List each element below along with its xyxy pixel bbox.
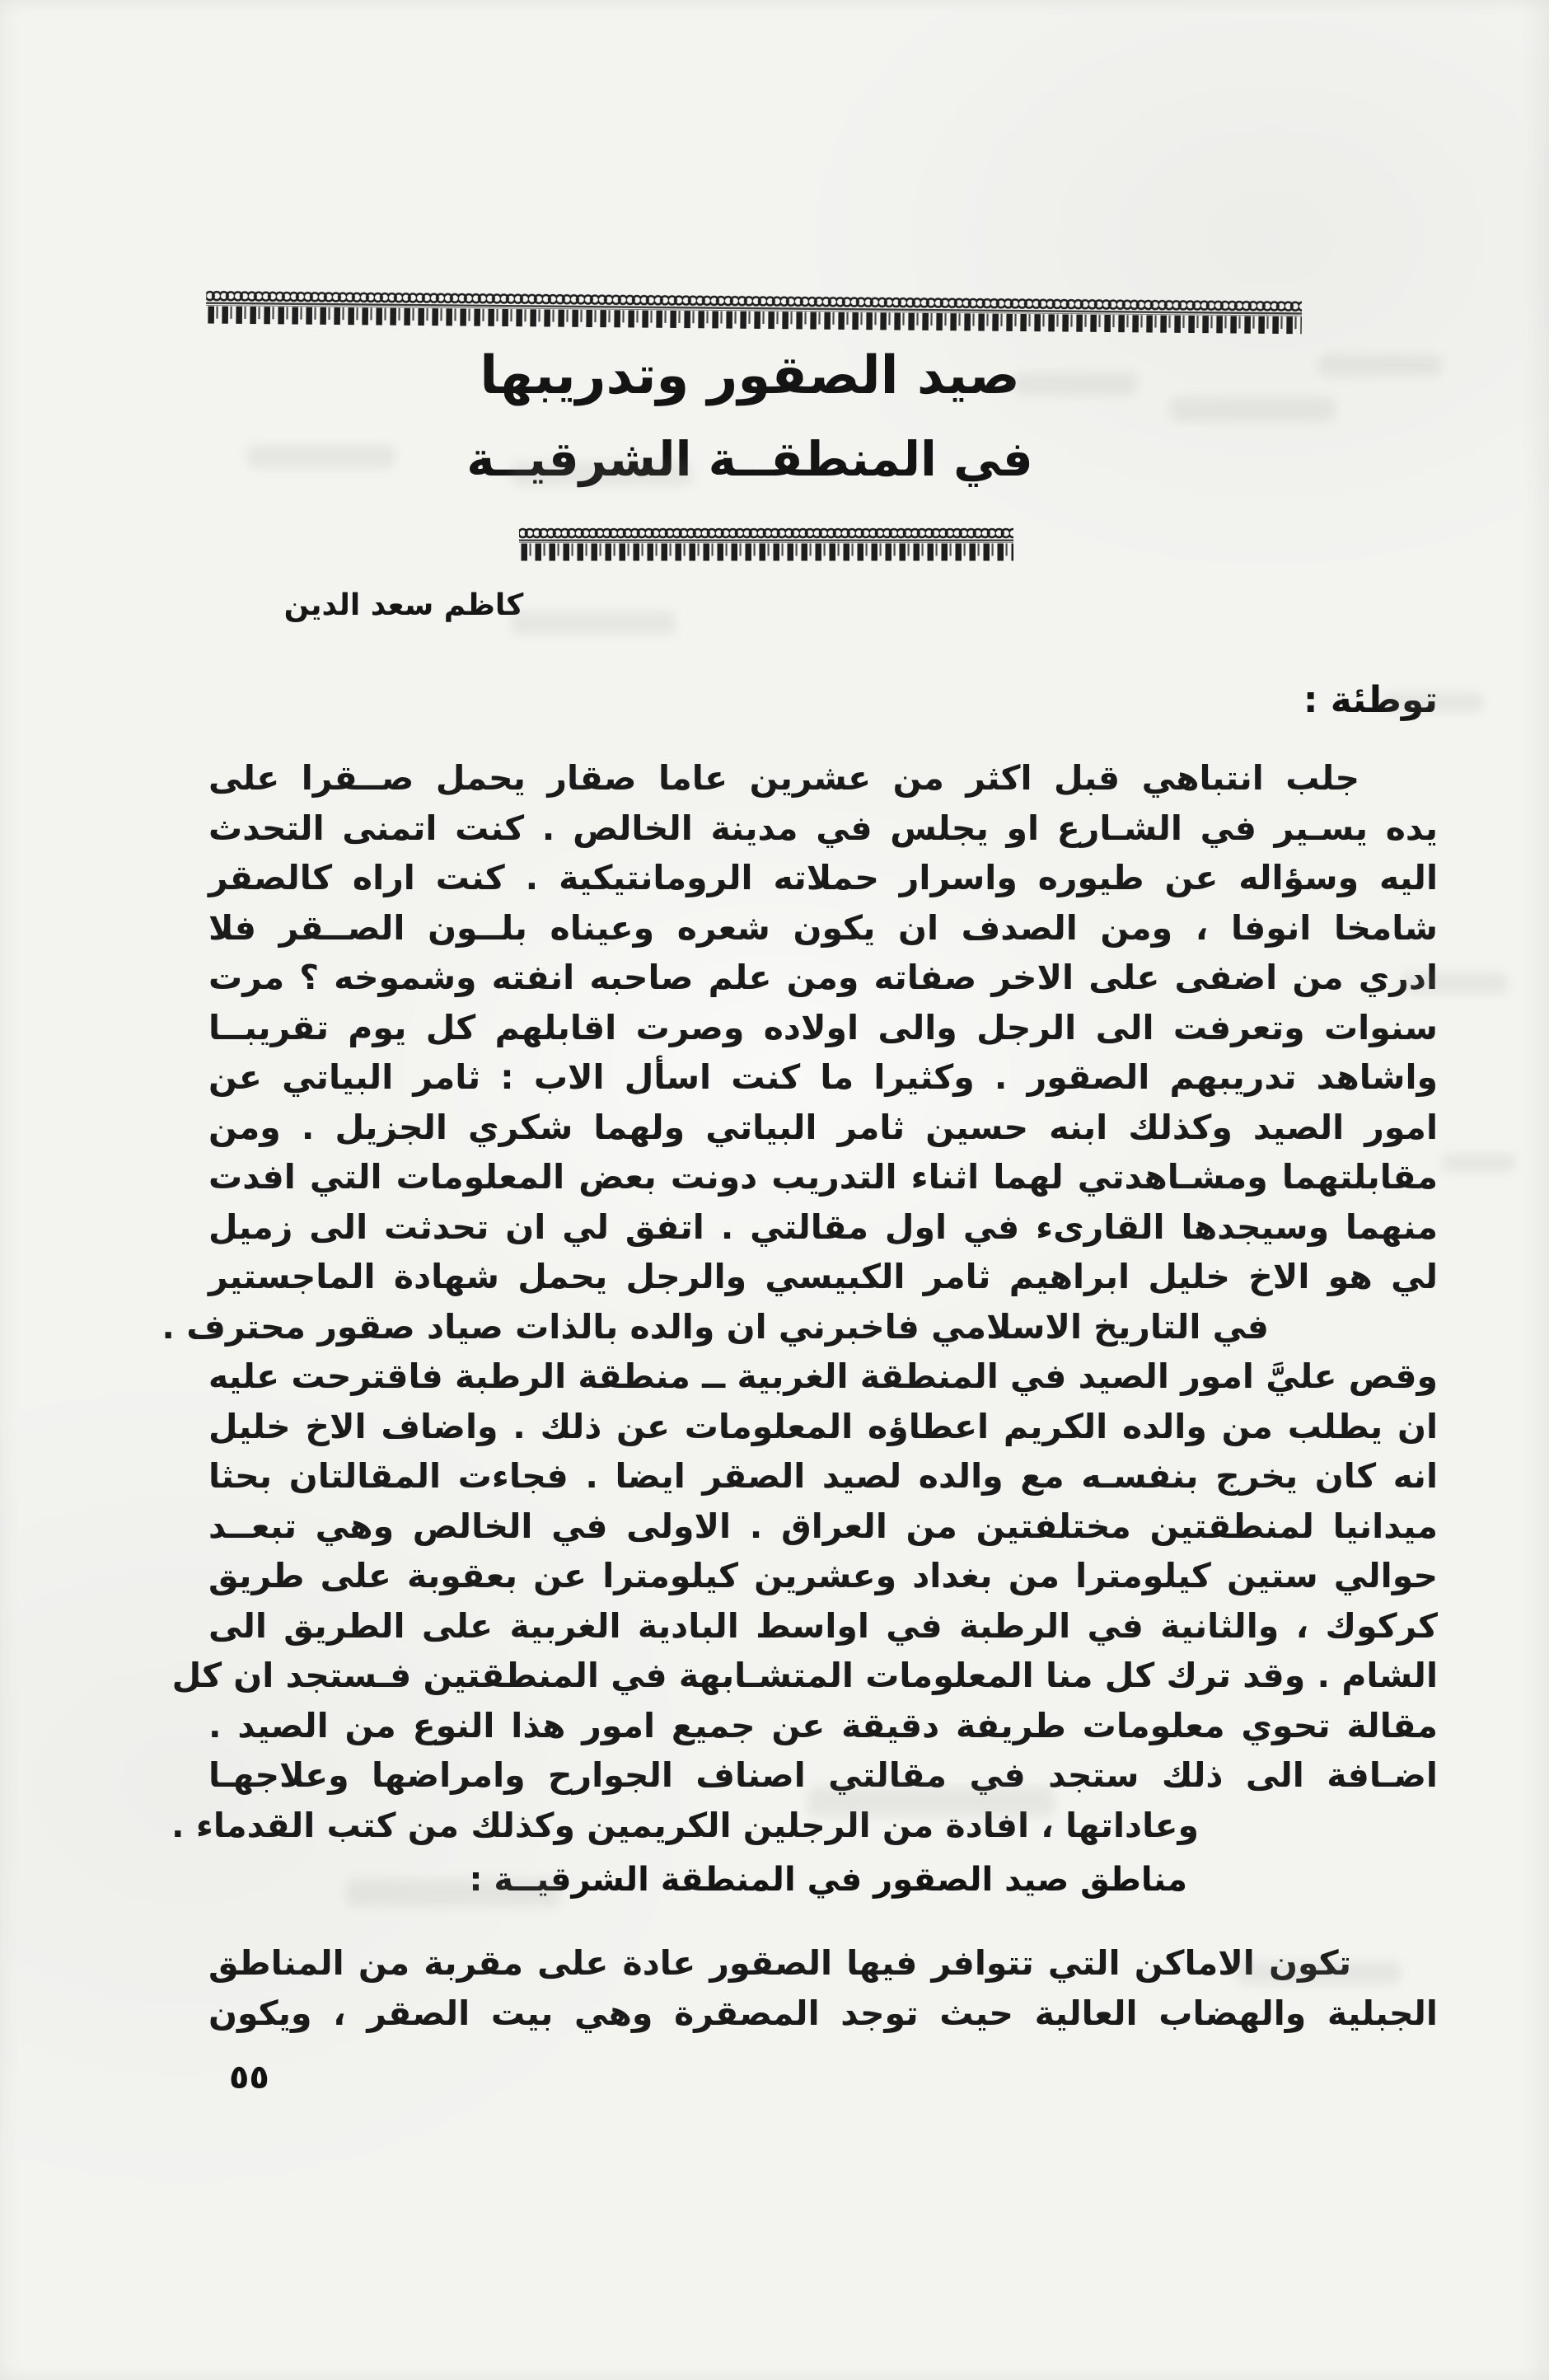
body-line: ان يطلب من والده الكريم اعطاؤه المعلومات عن ذلك . واضاف الاخ خليل	[208, 1406, 1438, 1446]
body-line: امور الصيد وكذلك ابنه حسين ثامر البياتي ولهما شكري الجزيل . ومن	[208, 1107, 1438, 1147]
ornamental-border-top	[206, 290, 1302, 339]
body-line: منهما وسيجدها القارىء في اول مقالتي . اتفق لي ان تحدثت الى زميل	[208, 1206, 1438, 1247]
body-line: وقص عليَّ امور الصيد في المنطقة الغربية ــ منطقة الرطبة فاقترحت عليه	[208, 1356, 1438, 1396]
regions-paragraph	[208, 1938, 1438, 2038]
bleed-through-ghost	[1236, 1961, 1401, 1984]
ornamental-divider	[519, 527, 1013, 565]
body-line: يده يسـير في الشـارع او يجلس في مدينة الخالص . كنت اتمنى التحدث	[208, 808, 1438, 848]
bleed-through-ghost	[1170, 397, 1335, 422]
body-line: ميدانيا لمنطقتين مختلفتين من العراق . الاولى في الخالص وهي تبعــد	[208, 1506, 1438, 1546]
body-line: تكون الاماكن التي تتوافر فيها الصقور عادة على مقربة من المناطق	[208, 1943, 1351, 1983]
bleed-through-ghost	[1013, 372, 1137, 396]
body-line: واشاهد تدريبهم الصقور . وكثيرا ما كنت اسأل الاب : ثامر البياتي عن	[208, 1057, 1438, 1097]
bleed-through-ghost	[511, 461, 692, 486]
body-line: سنوات وتعرفت الى الرجل والى اولاده وصرت اقابلهم كل يوم تقريبــا	[208, 1007, 1438, 1047]
body-line: الشام . وقد ترك كل منا المعلومات المتشـابهة في المنطقتين فـستجد ان كل	[171, 1656, 1438, 1695]
body-line: اليه وسؤاله عن طيوره واسرار حملاته الرومانتيكية . كنت اراه كالصقر	[208, 858, 1438, 897]
bleed-through-ghost	[807, 1787, 1055, 1816]
bleed-through-ghost	[1318, 354, 1442, 376]
article-title-line2: في المنطقــة الشرقيــة	[466, 431, 1033, 487]
article-title-line1: صيد الصقور وتدريبها	[480, 345, 1020, 406]
body-line: انه كان يخرج بنفسـه مع والده لصيد الصقر ايضا . فجاءت المقالتان بحثا	[208, 1456, 1438, 1496]
body-line: مقالة تحوي معلومات طريفة دقيقة عن جميع امور هذا النوع من الصيد .	[208, 1705, 1438, 1745]
bleed-through-ghost	[511, 611, 676, 635]
page-number: ٥٥	[229, 2059, 269, 2097]
body-line: في التاريخ الاسلامي فاخبرني ان والده بالذات صياد صقور محترف .	[161, 1306, 1269, 1347]
bleed-through-ghost	[247, 445, 395, 468]
body-line: شامخا انوفا ، ومن الصدف ان يكون شعره وعيناه بلــون الصــقر فلا	[208, 907, 1438, 948]
intro-heading: توطئة :	[1303, 679, 1438, 721]
body-line: اضـافة الى ذلك ستجد في مقالتي اصناف الجوارح وامراضها وعلاجهـا	[208, 1755, 1438, 1795]
body-line: مقابلتهما ومشـاهدتي لهما اثناء التدريب دونت بعض المعلومات التي افدت	[208, 1157, 1438, 1197]
author-name: كاظم سعد الدين	[283, 588, 524, 622]
bleed-through-ghost	[1401, 972, 1508, 994]
bleed-through-ghost	[346, 1879, 560, 1907]
body-line: الجبلية والهضاب العالية حيث توجد المصقرة وهي بيت الصقر ، ويكون	[208, 1993, 1438, 2033]
intro-paragraph	[161, 753, 1438, 1850]
body-line: جلب انتباهي قبل اكثر من عشرين عاما صقار يحمل صــقرا على	[208, 758, 1359, 798]
body-line: حوالي ستين كيلومترا من بغداد وعشرين كيلومترا عن بعقوبة على طريق	[208, 1556, 1438, 1595]
body-line: لي هو الاخ خليل ابراهيم ثامر الكبيسي والرجل يحمل شهادة الماجستير	[208, 1257, 1438, 1296]
bleed-through-ghost	[1442, 1154, 1516, 1172]
body-line: وعاداتها ، افادة من الرجلين الكريمين وكذلك من كتب القدماء .	[171, 1805, 1199, 1845]
body-line: ادري من اضفى على الاخر صفاته ومن علم صاحبه انفته وشموخه ؟ مرت	[208, 958, 1438, 997]
body-line: كركوك ، والثانية في الرطبة في اواسط البادية الغربية على الطريق الى	[208, 1605, 1438, 1646]
regions-heading: مناطق صيد الصقور في المنطقة الشرقيــة :	[469, 1861, 1187, 1899]
bleed-through-ghost	[1384, 692, 1483, 712]
